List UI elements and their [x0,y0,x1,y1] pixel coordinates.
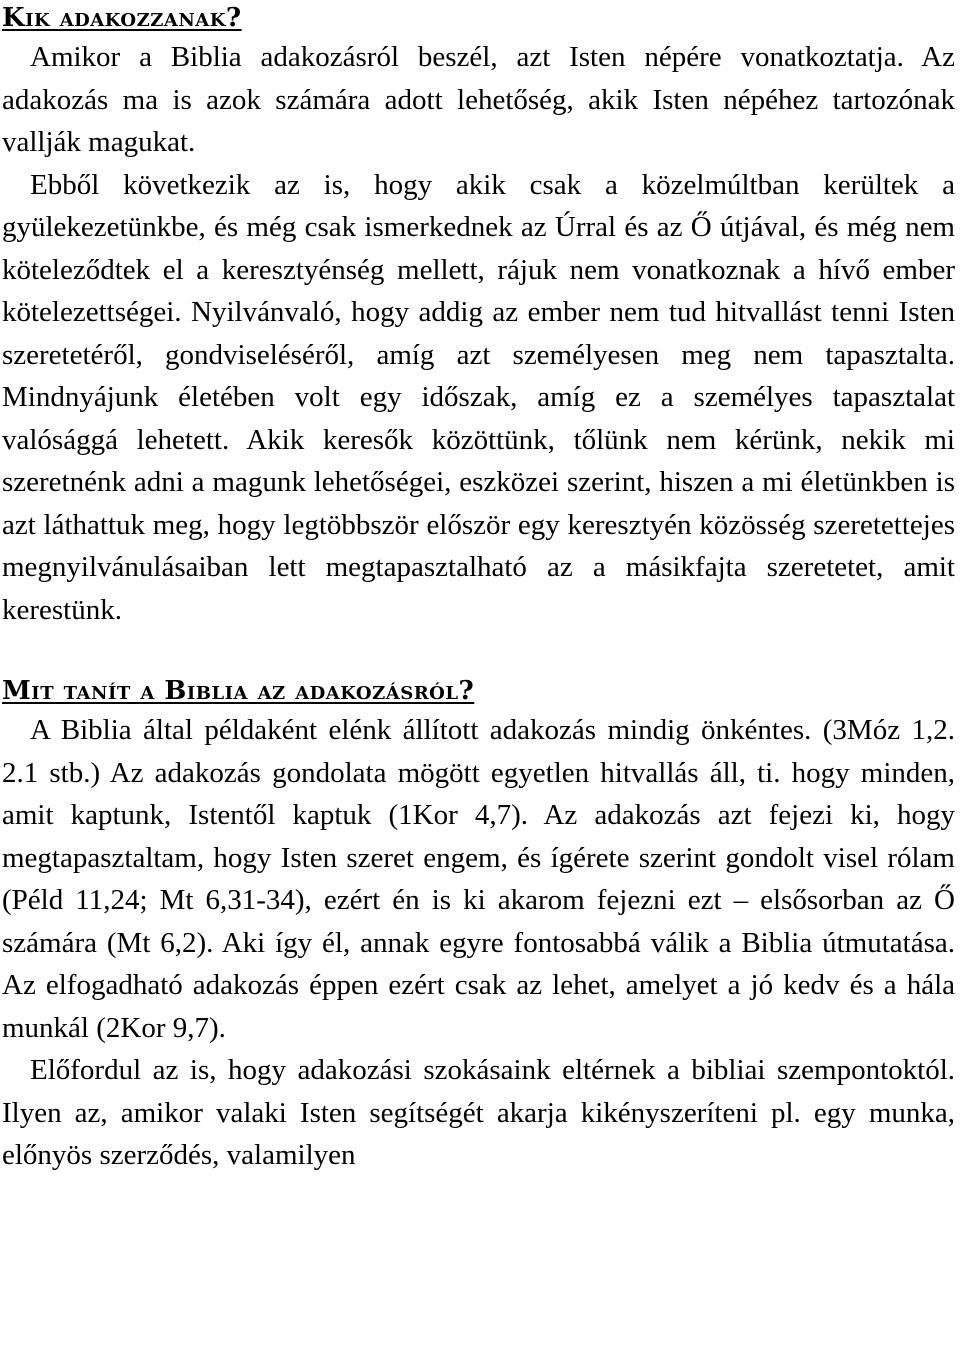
section-bible-teaching [2,673,955,1177]
paragraph: Amikor a Biblia adakozásról beszél, azt Isten népére vonatkoztatja. Az adakozás ma is azok számára adott lehetőség, akik Isten népéhez tartozónak vallják magukat. [2,41,955,158]
paragraph: A Biblia által példaként elénk állított adakozás mindig önkéntes. (3Móz 1,2. 2.1 stb.) Az adakozás gondolata mögött egyetlen hitvallás áll, ti. hogy minden, amit kaptunk, Istentől kaptuk (1Kor 4,7). Az adakozás azt fejezi ki, hogy megtapasztaltam, hogy Isten szeret engem, és ígérete szerint gondolt visel rólam (Péld 11,24; Mt 6,31-34), ezért én is ki akarom fejezni ezt – elsősorban az Ő számára (Mt 6,2). Aki így él, annak egyre fontosabbá válik a Biblia útmutatása. Az elfogadható adakozás éppen ezért csak az lehet, amelyet a jó kedv és a hála munkál (2Kor 9,7). [2,714,955,1044]
document-page [2,0,955,1177]
section-who-should-give [2,0,955,631]
paragraph: Előfordul az is, hogy adakozási szokásaink eltérnek a bibliai szempontoktól. Ilyen az, amikor valaki Isten segítségét akarja kikényszeríteni pl. egy munka, előnyös szerződés, valamilyen [2,1054,955,1171]
paragraph: Ebből következik az is, hogy akik csak a közelmúltban kerültek a gyülekezetünkbe, és még csak ismerkednek az Úrral és az Ő útjával, és még nem köteleződtek el a keresztyénség mellett, rájuk nem vonatkoznak a hívő ember kötelezettségei. Nyilvánvaló, hogy addig az ember nem tud hitvallást tenni Isten szeretetéről, gondviseléséről, amíg azt személyesen meg nem tapasztalta. Mindnyájunk életében volt egy időszak, amíg ez a személyes tapasztalat valósággá lehetett. Akik keresők közöttünk, tőlünk nem kérünk, nekik mi szeretnénk adni a magunk lehetőségei, eszközei szerint, hiszen a mi életünkben is azt láthattuk meg, hogy legtöbbször először egy keresztyén közösség szeretettejes megnyilvánulásaiban lett megtapasztalható az a másikfajta szeretetet, amit kerestünk. [2,168,955,626]
section-heading: Kik adakozzanak? [2,3,242,33]
section-heading: Mit tanít a Biblia az adakozásról? [2,676,475,706]
